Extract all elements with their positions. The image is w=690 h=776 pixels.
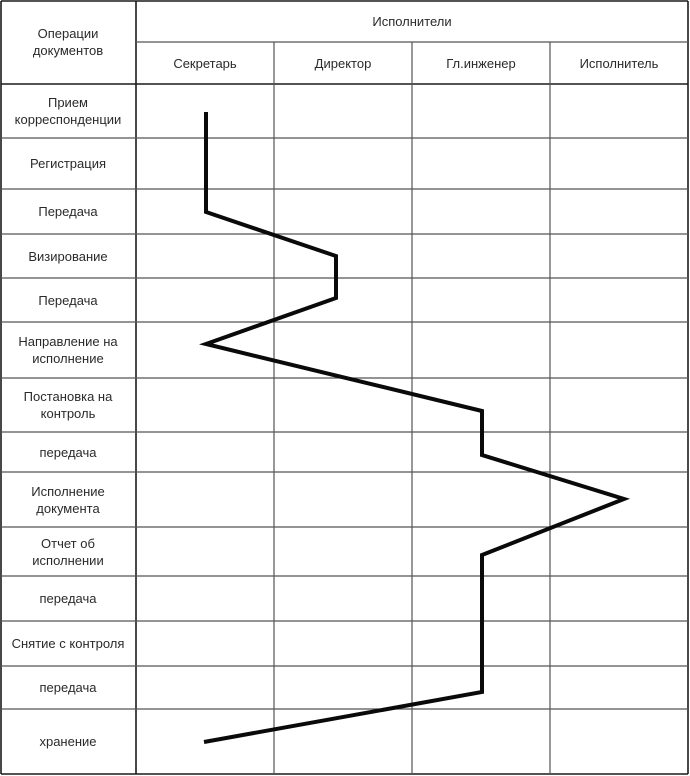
operation-label: Снятие с контроля: [11, 636, 125, 651]
operations-header: Операции документов: [32, 26, 104, 58]
operation-label: Передача: [38, 292, 98, 308]
performer-director: Директор: [314, 55, 372, 71]
operation-label: Визирование: [28, 248, 108, 264]
operation-label: передача: [39, 591, 97, 606]
operation-label: передача: [39, 444, 97, 460]
operation-label: передача: [39, 680, 97, 695]
performer-secretary: Секретарь: [173, 55, 237, 71]
operation-label: Направление на исполнение: [18, 334, 118, 366]
operation-label: Постановка на контроль: [23, 389, 113, 421]
operation-label: хранение: [39, 734, 97, 749]
operation-label: Регистрация: [30, 156, 106, 171]
document-route-line: [204, 112, 624, 742]
operation-label: Отчет об исполнении: [32, 535, 104, 568]
performer-chief-engineer: Гл.инженер: [446, 55, 516, 71]
operation-label: Прием корреспонденции: [14, 95, 122, 127]
operation-label: Исполнение документа: [31, 483, 105, 516]
executors-header: Исполнители: [372, 13, 452, 29]
performer-executor: Исполнитель: [579, 55, 659, 71]
operation-label: Передача: [38, 204, 98, 219]
